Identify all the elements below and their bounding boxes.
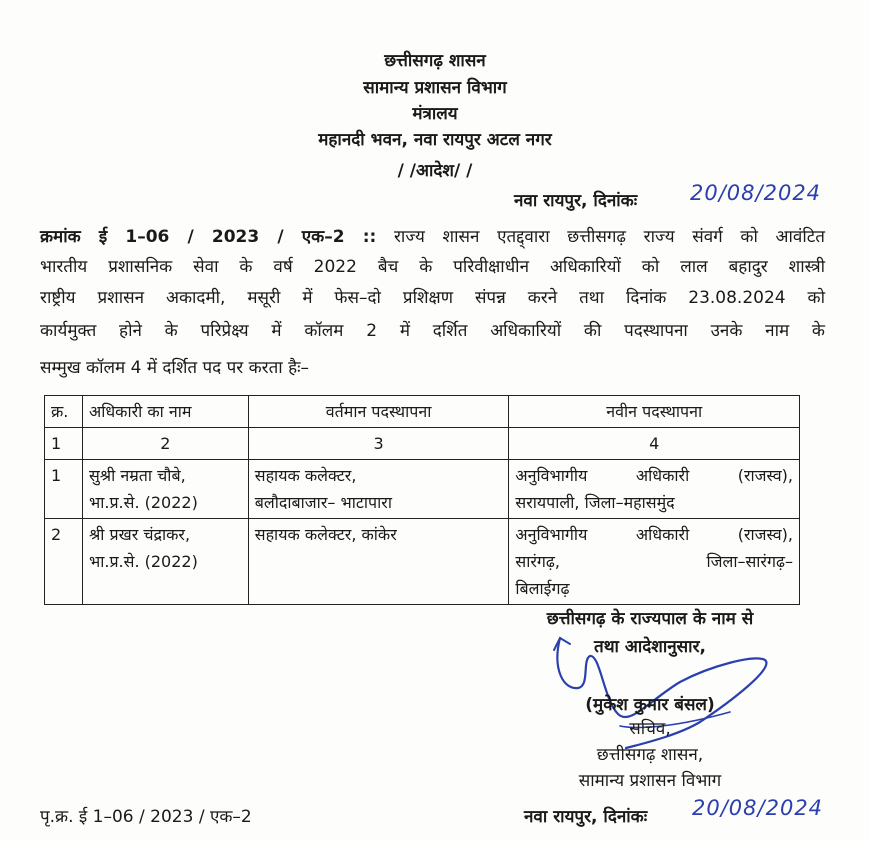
body-line-3: राष्ट्रीय प्रशासन अकादमी, मसूरी में फेस–दो प्रशिक्षण संपन्न करने तथा दिनांक 23.08.2024 को [40,288,825,308]
body-line-2: भारतीय प्रशासनिक सेवा के वर्ष 2022 बैच के परिवीक्षाधीन अधिकारियों को लाल बहादुर शास्त्री [40,257,825,277]
paragraph-line-1 [40,222,825,252]
table-header-row [45,396,800,428]
officer-cell [82,460,248,519]
new-posting-line: बिलाईगढ़ [515,579,570,598]
col-number: 1 [45,428,83,460]
officer-name: श्री प्रखर चंद्राकर, [88,525,191,544]
signatory-designation: सचिव, [629,719,671,739]
row-sno: 1 [45,460,83,519]
officer-service: भा.प्र.से. (2022) [88,552,198,571]
col-number: 2 [82,428,248,460]
header-officer-name: अधिकारी का नाम [82,396,248,428]
current-posting-line: सहायक कलेक्टर, कांकेर [254,525,397,544]
col-number: 3 [248,428,509,460]
table-row [45,460,800,519]
header-sno: क्र. [45,396,83,428]
signatory-department: सामान्य प्रशासन विभाग [578,771,722,791]
new-posting-cell [509,460,800,519]
header-new-posting: नवीन पदस्थापना [509,396,800,428]
officer-name: सुश्री नम्रता चौबे, [88,466,186,485]
footer-handwritten-date: 20/08/2024 [692,796,824,820]
new-posting-line: सरायपाली, जिला–महासमुंद [515,493,675,512]
governor-order-line: छत्तीसगढ़ के राज्यपाल के नाम से [546,609,754,629]
column-number-row [45,428,800,460]
header-current-posting: वर्तमान पदस्थापना [248,396,509,428]
row-sno: 2 [45,519,83,605]
new-posting-cell [509,519,800,605]
signatory-org: छत्तीसगढ़ शासन, [596,745,704,765]
footer-date-label: नवा रायपुर, दिनांकः [524,807,648,827]
body-line-4: कार्यमुक्त होने के परिप्रेक्ष्य में कॉलम 2 में दर्शित अधिकारियों की पदस्थापना उनके नाम के [40,321,825,341]
header-address: महानदी भवन, नवा रायपुर अटल नगर [318,130,552,150]
new-posting-line: अनुविभागीय अधिकारी (राजस्व), [515,525,793,544]
handwritten-date: 20/08/2024 [690,181,822,205]
posting-table [44,395,800,605]
header-department: सामान्य प्रशासन विभाग [363,78,507,98]
body-line-1: राज्य शासन एतद्द्वारा छत्तीसगढ़ राज्य संवर्ग को आवंटित [393,227,825,247]
current-posting-line: सहायक कलेक्टर, [254,466,357,485]
header-government: छत्तीसगढ़ शासन [384,51,486,71]
date-label: नवा रायपुर, दिनांकः [514,191,638,211]
col-number: 4 [509,428,800,460]
new-posting-line: अनुविभागीय अधिकारी (राजस्व), [515,466,793,485]
body-line-5: सम्मुख कॉलम 4 में दर्शित पद पर करता हैः– [40,358,310,378]
current-posting-cell [248,519,509,605]
signatory-name: (मुकेश कुमार बंसल) [585,695,715,715]
header-ministry: मंत्रालय [412,104,458,124]
endorsement-number: पृ.क्र. ई 1–06 / 2023 / एक–2 [40,807,252,827]
new-posting-line: सारंगढ़, जिला–सारंगढ़– [515,552,793,571]
current-posting-line: बलौदाबाजार– भाटापारा [254,493,392,512]
current-posting-cell [248,460,509,519]
officer-cell [82,519,248,605]
reference-number: क्रमांक ई 1–06 / 2023 / एक–2 :: [40,227,377,247]
table-row [45,519,800,605]
order-title: / /आदेश/ / [397,161,473,181]
officer-service: भा.प्र.से. (2022) [88,493,198,512]
by-order-line: तथा आदेशानुसार, [594,637,706,657]
